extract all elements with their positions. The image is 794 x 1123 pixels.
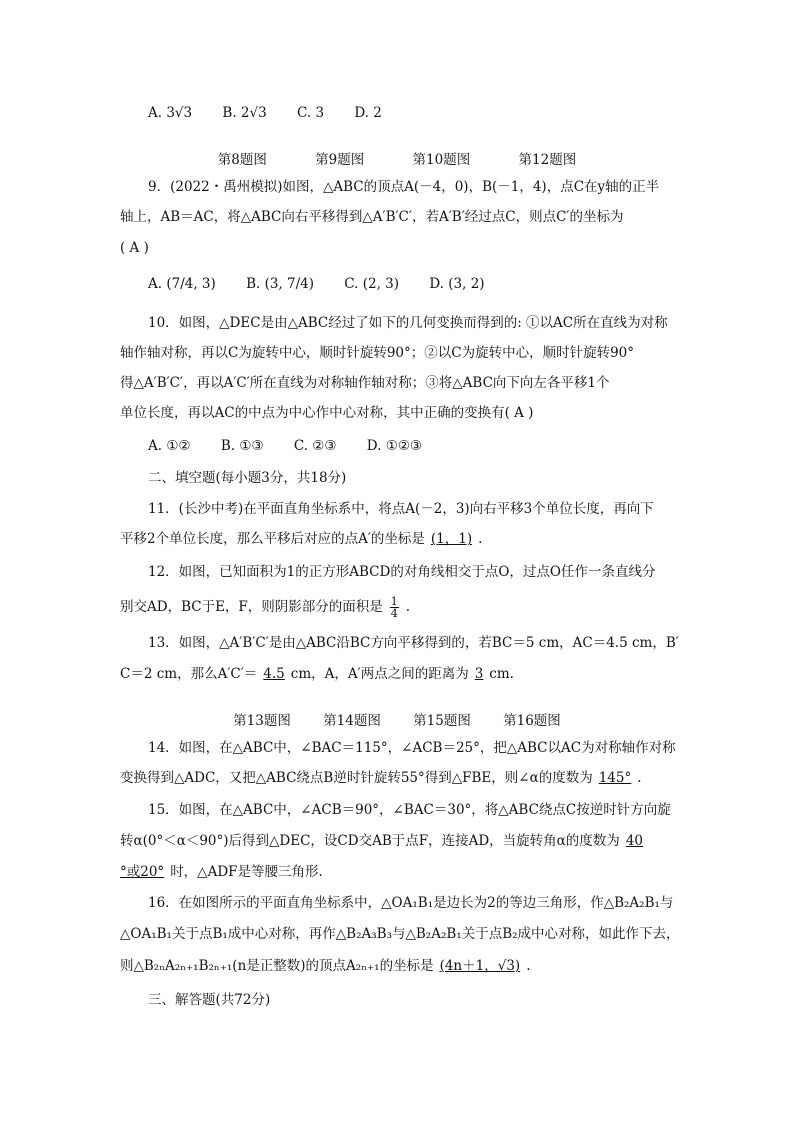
q9-options (148, 274, 511, 294)
q15-line2 (120, 831, 649, 851)
q16-line2: △OA₁B₁关于点B₁成中心对称，再作△B₂A₃B₃与△B₂A₂B₁关于点B₂成中心对称，如此作下去， (120, 926, 680, 942)
q13-answer1: 4.5 (263, 666, 285, 682)
q13-line1: 13．如图，△A′B′C′是由△ABC沿BC方向平移得到的，若BC＝5 cm，AC＝4.5 cm，B′ (148, 635, 679, 651)
q10-option-b: B. ①③ (220, 438, 264, 454)
q14-line2 (120, 768, 642, 788)
section-2-heading: 二、填空题(每小题3分，共18分) (148, 470, 347, 486)
q16-line3-text: 则△B₂ₙA₂ₙ₊₁B₂ₙ₊₁(n是正整数)的顶点A₂ₙ₊₁的坐标是 (120, 958, 434, 974)
q10-options (148, 436, 448, 456)
q12-answer (383, 595, 406, 620)
option-d: D. 2 (354, 105, 382, 121)
caption-fig13: 第13题图 (233, 713, 291, 729)
q14-line2-end: . (637, 770, 642, 786)
caption-fig16: 第16题图 (503, 713, 561, 729)
q16-line3-end: . (526, 958, 531, 974)
caption-fig14: 第14题图 (323, 713, 381, 729)
figure-captions-row2 (0, 709, 794, 729)
q10-line3: 得△A′B′C′，再以A′C′所在直线为对称轴作轴对称；③将△ABC向下向左各平移1个 (120, 375, 610, 391)
caption-fig8: 第8题图 (217, 152, 267, 168)
q15-line2-text: 转α(0°＜α＜90°)后得到△DEC，设CD交AB于点F，连接AD，当旋转角α的度数为 (120, 833, 620, 849)
caption-fig15: 第15题图 (413, 713, 471, 729)
q10-option-d: D. ①②③ (366, 438, 423, 454)
caption-fig12: 第12题图 (518, 152, 577, 168)
q9-option-b: B. (3, 7/4) (246, 276, 314, 292)
q13-line2-text: C＝2 cm，那么A′C′＝ (120, 666, 258, 682)
q12-line2-end: . (405, 599, 411, 615)
q11-line2 (120, 529, 482, 549)
q11-line2-text: 平移2个单位长度，那么平移后对应的点A′的坐标是 (120, 531, 425, 547)
q9-option-c: C. (2, 3) (344, 276, 400, 292)
q15-line1: 15．如图，在△ABC中，∠ACB＝90°，∠BAC＝30°，将△ABC绕点C按逆时针方向旋 (148, 802, 671, 818)
q12-answer-denominator: 4 (390, 607, 398, 620)
q11-line2-end: . (478, 531, 483, 547)
option-b: B. 2√3 (222, 105, 267, 121)
q14-answer: 145° (598, 770, 632, 786)
q13-line2-mid: cm，A，A′两点之间的距离为 (290, 666, 469, 682)
caption-fig9: 第9题图 (315, 152, 365, 168)
q14-line2-text: 变换得到△ADC，又把△ABC绕点B逆时针旋转55°得到△FBE，则∠α的度数为 (120, 770, 593, 786)
q15-line3-end: 时，△ADF是等腰三角形. (170, 864, 323, 880)
q15-answer-part2: °或20° (120, 864, 165, 880)
q9-line2: 轴上，AB＝AC，将△ABC向右平移得到△A′B′C′，若A′B′经过点C，则点C′的坐标为 (120, 209, 624, 225)
q15-answer-part1: 40 (625, 833, 643, 849)
top-options (148, 103, 408, 123)
q12-answer-numerator: 1 (390, 595, 398, 608)
q10-option-c: C. ②③ (293, 438, 337, 454)
q16-line1: 16．在如图所示的平面直角坐标系中，△OA₁B₁是边长为2的等边三角形，作△B₂A₂B₁与 (148, 895, 674, 911)
q10-line1: 10．如图，△DEC是由△ABC经过了如下的几何变换而得到的: ①以AC所在直线为对称 (148, 315, 668, 331)
q13-answer2: 3 (474, 666, 484, 682)
q12-line2 (120, 596, 410, 619)
q10-line2: 轴作轴对称，再以C为旋转中心，顺时针旋转90°；②以C为旋转中心，顺时针旋转90° (120, 345, 635, 361)
q13-line2-end: cm. (489, 666, 514, 682)
q15-line3 (120, 862, 323, 882)
q13-line2 (120, 664, 514, 684)
q12-line1: 12．如图，已知面积为1的正方形ABCD的对角线相交于点O，过点O任作一条直线分 (148, 564, 656, 580)
q11-line1: 11．(长沙中考)在平面直角坐标系中，将点A(－2，3)向右平移3个单位长度，再向下 (148, 501, 654, 517)
q16-line3 (120, 956, 530, 976)
q12-line2-text: 别交AD，BC于E，F，则阴影部分的面积是 (120, 599, 383, 615)
q11-answer: (1，1) (430, 531, 473, 547)
option-a: A. 3√3 (148, 105, 193, 121)
q9-option-d: D. (3, 2) (429, 276, 485, 292)
q9-option-a: A. (7/4, 3) (148, 276, 216, 292)
q9-line1: 9．(2022・禹州模拟)如图，△ABC的顶点A(－4，0)，B(－1，4)，点C在y轴的正半 (148, 179, 660, 195)
q14-line1: 14．如图，在△ABC中，∠BAC＝115°，∠ACB＝25°，把△ABC以AC为对称轴作对称 (148, 740, 676, 756)
q12-answer-fraction (390, 596, 399, 619)
q9-line3: ( A ) (120, 240, 149, 256)
q10-line4: 单位长度，再以AC的中点为中心作中心对称，其中正确的变换有( A ) (120, 405, 534, 421)
section-3-heading: 三、解答题(共72分) (148, 992, 271, 1008)
caption-fig10: 第10题图 (412, 152, 471, 168)
q16-answer: (4n＋1，√3) (439, 958, 521, 974)
q10-option-a: A. ①② (148, 438, 191, 454)
option-c: C. 3 (297, 105, 325, 121)
figure-captions-row1 (0, 148, 794, 168)
